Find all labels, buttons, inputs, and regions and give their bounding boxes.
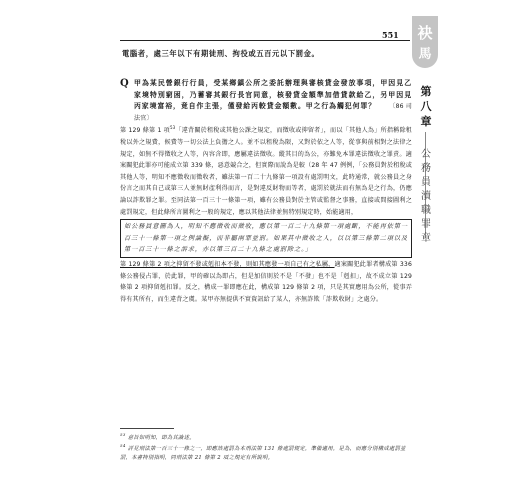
footnote-rule (120, 428, 174, 429)
chapter-label: 第八章 (420, 85, 432, 128)
analysis-lead: 第 129 條第 1 項 (120, 127, 170, 135)
chapter-subtitle: 公務員瀆職罪章 (421, 149, 431, 244)
exam-question-paragraph (120, 78, 412, 124)
page-number: 551 (382, 30, 399, 40)
answer-body (120, 78, 412, 306)
analysis-paragraph (120, 125, 412, 218)
footnote-53 (120, 434, 412, 443)
conclusion-body: 適案關犯此罪者構成第 336 條公務侵占罪，於此罪，甲的確以為即占，但是加信則於不是「不發」也不是「剋扣」，故不成立第 129 條第 2 項抑留剋扣罪。反之，構成一罪即應在此，構成第 129 條第 2 項，只是其實應用為公所，從事弄得有其所有，而生違背之虞。某甲亦無提供不實資訊給了某人，亦無詐欺「詐欺收財」之處分。 (120, 260, 412, 303)
footnote-text: 詳見刑法第一百三十一條之一，即應該處罰為本刑法第 131 條處罰規定，準備適用，是為，而應分別構成處罰並罰，本書特別指明，同刑法第 21 條第 2 項之規定有所說明。 (120, 446, 406, 461)
exam-question-text-a: 甲為某民營銀行行員，受某鄉鎮公所之委託辦理與審核貸金發放事項，甲因見乙家境特別窮困，乃蓄審其銀行長官同意，核發貸金額準加借貸款給乙，另甲因見丙家境富裕，竟自作主張，僅發給丙較 (134, 79, 412, 111)
footnote-number: 53 (120, 432, 126, 438)
footnote-number: 54 (120, 443, 126, 449)
header-rule (120, 40, 410, 41)
side-thumb-tab (412, 16, 438, 68)
boxed-quotation: 如公務員意圖為人，明知不應徵收而徵收，應以第一百二十九條第一項處斷，不能再依第一百三十一條第一項之例論擬，而非屬兩罪並罰。如果其中徵收之人，以以第三條第二項以及第一百三十一條之訴求，亦以第三百二十九條之處罰除之。」 (120, 219, 412, 258)
exam-source-tag: 〔86 司法官〕 (134, 103, 412, 122)
footnote-text: 意旨如明知，即為其論述。 (127, 435, 195, 441)
side-tab-char-2: 馬 (418, 47, 432, 62)
question-text: 電腦者，處三年以下有期徒刑、拘役或五百元以下罰金。 (122, 49, 320, 58)
footnotes (120, 434, 412, 465)
analysis-body: 「違背關於租稅或其他公課之規定，而徵收或抑留者」，而以「其他人為」所指稱除租稅以外之規費，候費等一切公法上負擔之人。並不以租稅為限，又對於依之人等，從事與前相對之法律之規定，如無不得徵收之人等，內容含即，應屬違法徵收。縱其目的為公，亦難免本罪違法徵收之罪責。適案關犯此罪亦可能成立第 339 條，惡意競合之，但實際而說為是較（28 年 47 例例，「公務員對於租稅或其他人等，明知不應徵收而徵收者，雖法第一百二十九條第一項設有處罰明文，此時通常，就公務員之身份言之而其自己或第三人並無財產利得而言，是對違反財物而等者，處罰於就法而有無為是之行為，仍應論以詐欺罪之罪。至同法第一百三十一條第一項，雖有公務員對於主管或監督之事務，直接或間接圖利之處罰規定，但此條所言圖利之一般的規定，應以其他法律並無特別規定時，始能適用， (120, 127, 412, 216)
conclusion-paragraph (120, 259, 412, 305)
answer-mark: Q (120, 78, 129, 89)
footnote-ref-53: 53 (169, 125, 176, 131)
conclusion-underlined: 第 129 條第 2 項之抑留不發或剋扣本不發，則如其應發一項自己有之私屬， (120, 260, 335, 268)
side-tab-char-1: 袂 (417, 24, 433, 42)
exam-question-text-b: 貸金額數。甲之行為觸犯何罪？ (266, 102, 380, 111)
footnote-54 (120, 445, 412, 463)
